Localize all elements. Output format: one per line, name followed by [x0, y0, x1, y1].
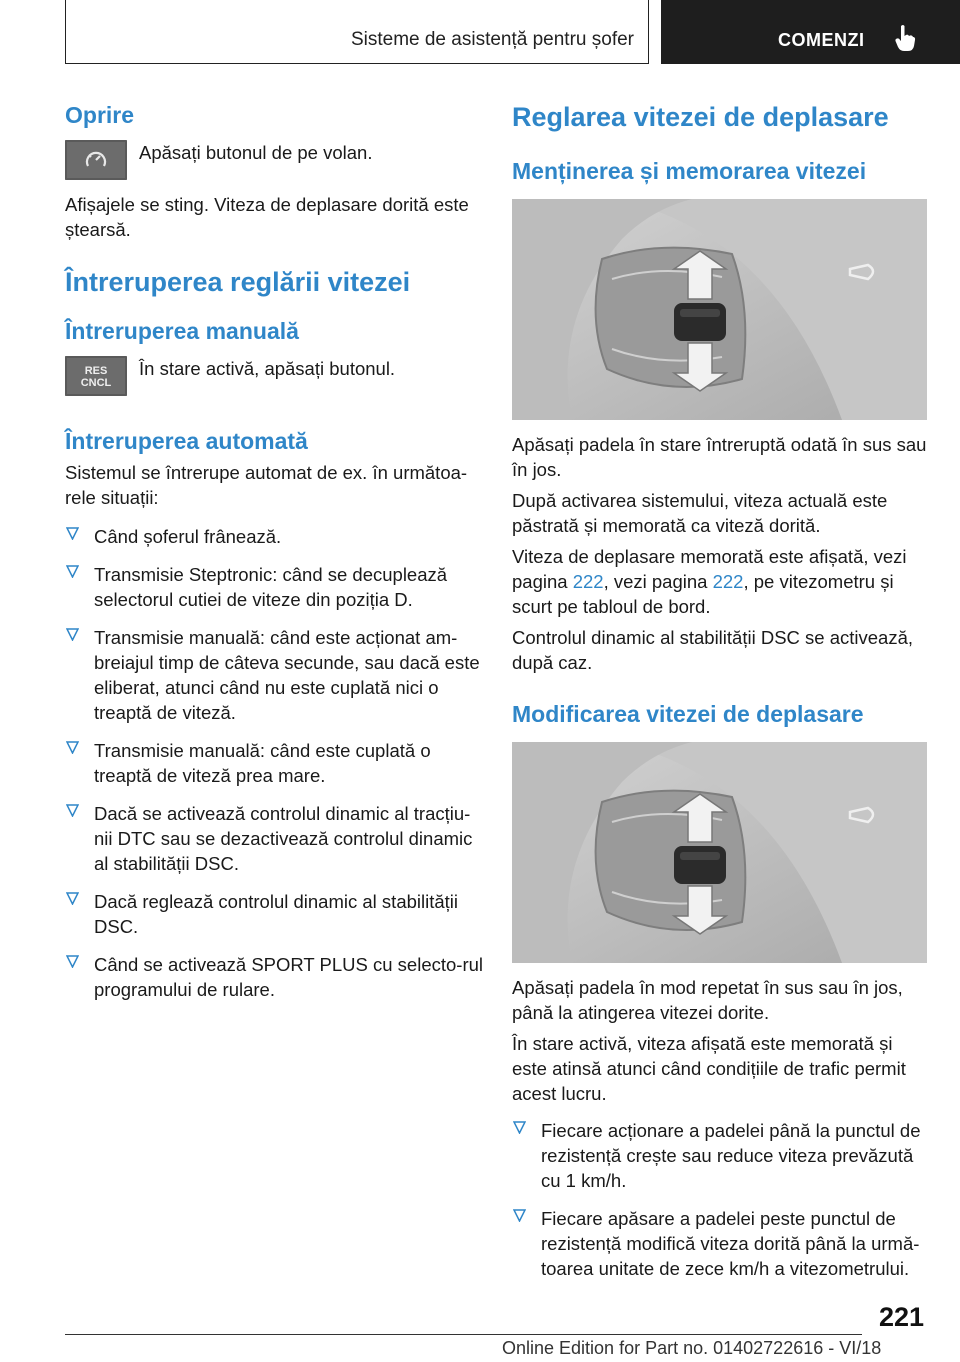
p4: Controlul dinamic al stabilității DSC se activează, după caz.	[512, 627, 914, 673]
triangle-bullet-icon	[66, 804, 79, 817]
p6: În stare activă, viteza afișată este memorată și este atinsă atunci când condițiile de trafic permit acest lucru.	[512, 1033, 906, 1104]
list-item	[65, 889, 485, 939]
list-item-text: Transmisie manuală: când este acționat am-breiajul timp de câteva secunde, sau dacă este eliberat, atunci când nu este cuplată nici o treaptă de viteză.	[94, 627, 480, 723]
list-item-text: Transmisie manuală: când este cuplată o treaptă de viteză prea mare.	[94, 740, 431, 786]
res-label: RES	[84, 365, 108, 377]
page-link-222-a[interactable]: 222	[572, 571, 604, 592]
left-column	[65, 100, 485, 1015]
p2: După activarea sistemului, viteza actuală este păstrată și memorată ca viteză dorită.	[512, 490, 888, 536]
heading-oprire: Oprire	[65, 102, 135, 128]
speedometer-icon	[65, 140, 127, 180]
chapter-tab-label: COMENZI	[778, 30, 865, 50]
list-item-text: Dacă se activează controlul dinamic al tracțiu-nii DTC sau se dezactivează controlul dinamic al stabilității DSC.	[94, 803, 473, 874]
oprire-button-text: Apăsați butonul de pe volan.	[139, 142, 373, 163]
steering-wheel-illustration-2	[512, 742, 927, 963]
heading-mentinerea: Menținerea și memorarea vitezei	[512, 158, 867, 184]
manual-text: În stare activă, apăsați butonul.	[139, 358, 396, 379]
list-item-text: Dacă reglează controlul dinamic al stabilității DSC.	[94, 891, 459, 937]
list-item	[65, 738, 485, 788]
heading-reglarea: Reglarea vitezei de deplasare	[512, 102, 889, 132]
page-number: 221	[878, 1302, 924, 1332]
footer-edition: Online Edition for Part no. 01402722616 - VI/18	[502, 1338, 882, 1358]
heading-intrerupere-automata: Întreruperea automată	[65, 428, 308, 454]
cruise-control-button-icon	[65, 140, 127, 180]
heading-modificarea: Modificarea vitezei de deplasare	[512, 701, 864, 727]
page-link-222-b[interactable]: 222	[712, 571, 744, 592]
list-item	[512, 1206, 932, 1281]
footer-divider	[65, 1334, 862, 1335]
triangle-bullet-icon	[66, 892, 79, 905]
list-item	[512, 1118, 932, 1193]
heading-intrerupere: Întreruperea reglării vitezei	[65, 267, 411, 297]
p3-text-b: , vezi pagina	[603, 571, 713, 592]
manual-button-row	[65, 356, 485, 396]
p1: Apăsați padela în stare întreruptă odată în sus sau în jos.	[512, 434, 927, 480]
list-item	[65, 625, 485, 725]
res-cncl-button-icon	[65, 356, 127, 396]
right-column	[512, 100, 932, 1294]
modify-speed-list	[512, 1118, 932, 1281]
list-item-text: Când se activează SPORT PLUS cu selecto-rul programului de rulare.	[94, 954, 484, 1000]
triangle-bullet-icon	[66, 955, 79, 968]
triangle-bullet-icon	[66, 628, 79, 641]
section-header	[65, 0, 649, 64]
list-item	[65, 524, 485, 549]
list-item	[65, 801, 485, 876]
p3	[512, 544, 932, 619]
list-item-text: Fiecare acționare a padelei până la punctul de rezistență crește sau reduce viteza prevăzută cu 1 km/h.	[541, 1120, 921, 1191]
list-item-text: Fiecare apăsare a padelei peste punctul de rezistență modifică viteza dorită până la urmă-toarea unitate de zece km/h a vitezometrului.	[541, 1208, 920, 1279]
triangle-bullet-icon	[66, 741, 79, 754]
list-item	[65, 562, 485, 612]
p5: Apăsați padela în mod repetat în sus sau în jos, până la atingerea vitezei dorite.	[512, 977, 903, 1023]
auto-conditions-list	[65, 524, 485, 1002]
oprire-text: Afișajele se sting. Viteza de deplasare dorită este ștearsă.	[65, 194, 469, 240]
cncl-label: CNCL	[80, 377, 112, 389]
chapter-tab	[661, 0, 960, 64]
triangle-bullet-icon	[513, 1121, 526, 1134]
triangle-bullet-icon	[513, 1209, 526, 1222]
list-item	[65, 952, 485, 1002]
p3-text-c: , pe vitezometru și scurt pe tabloul de bord.	[512, 571, 894, 617]
steering-wheel-photo-2	[512, 742, 927, 963]
triangle-bullet-icon	[66, 565, 79, 578]
steering-wheel-photo-1	[512, 199, 927, 420]
steering-wheel-illustration	[512, 199, 927, 420]
hand-pointer-icon	[894, 24, 916, 52]
p3-text-a: Viteza de deplasare memorată este afișată, vezi pagina	[512, 546, 907, 592]
section-title: Sisteme de asistență pentru șofer	[350, 29, 634, 50]
triangle-bullet-icon	[66, 527, 79, 540]
list-item-text: Transmisie Steptronic: când se decuplează selectorul cutiei de viteze din poziția D.	[94, 564, 448, 610]
page-header	[65, 0, 960, 66]
list-item-text: Când șoferul frânează.	[94, 526, 282, 547]
heading-intrerupere-manuala: Întreruperea manuală	[65, 318, 299, 344]
auto-intro: Sistemul se întrerupe automat de ex. în următoa-rele situații:	[65, 462, 468, 508]
oprire-button-row	[65, 140, 485, 180]
